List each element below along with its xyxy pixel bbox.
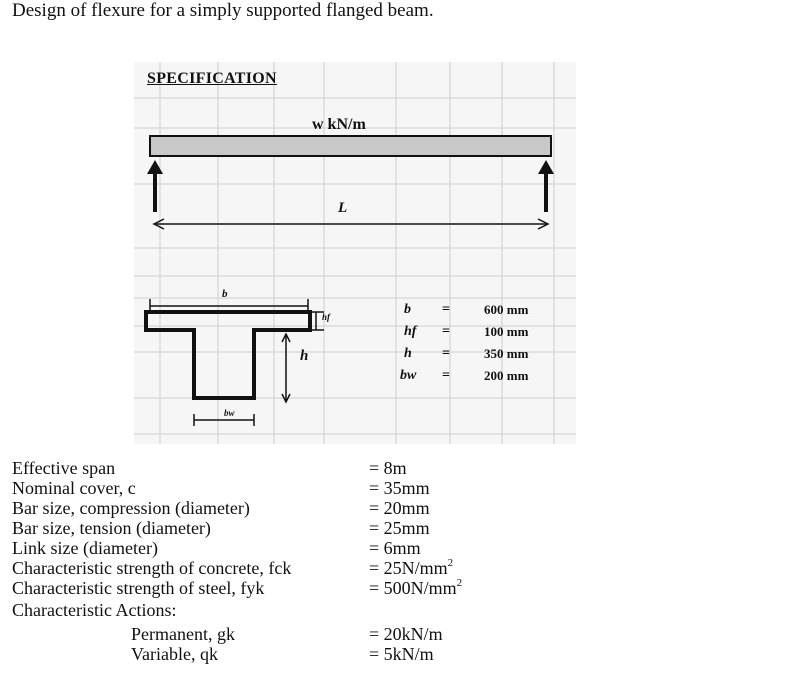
unit-exponent: 2 [456,577,463,589]
dim-value-bw: 200 mm [484,368,529,383]
dim-value-b: 600 mm [484,302,529,317]
param-label: Permanent, gk [131,624,235,644]
param-value: = 500N/mm [369,578,457,598]
dim-symbol-h: h [404,346,412,361]
dim-symbol-hf: hf [404,324,417,339]
span-label: L [338,200,348,216]
param-label: Effective span [12,458,116,478]
param-label: Characteristic strength of concrete, fck [12,558,292,578]
unit-exponent: 2 [447,557,454,569]
param-value: = 25mm [369,518,430,538]
param-value-with-unit [369,578,462,598]
param-value: = 6mm [369,538,421,558]
web-width-label: bw [224,408,235,418]
dim-eq-b: = [442,302,450,317]
param-value: = 35mm [369,478,430,498]
param-value: = 5kN/m [369,644,434,664]
param-value: = 20kN/m [369,624,443,644]
param-value: = 8m [369,458,407,478]
beam [150,136,551,156]
dim-symbol-b: b [404,302,411,317]
depth-marker [282,334,290,402]
right-support-arrow [538,160,554,212]
page-title: Design of flexure for a simply supported flanged beam. [12,0,434,21]
param-label: Bar size, compression (diameter) [12,498,250,518]
dim-value-h: 350 mm [484,346,529,361]
span-dimension-line [154,219,548,229]
depth-label: h [300,348,309,364]
dim-eq-h: = [442,346,450,361]
param-value-with-unit [369,558,453,578]
dim-eq-bw: = [442,368,450,383]
dim-eq-hf: = [442,324,450,339]
flange-depth-label: hf [322,312,331,322]
param-value: = 20mm [369,498,430,518]
param-label: Bar size, tension (diameter) [12,518,211,538]
specification-figure [134,62,576,444]
flange-width-label: b [222,288,228,300]
specification-heading: SPECIFICATION [147,70,277,87]
dim-symbol-bw: bw [400,368,417,383]
dim-value-hf: 100 mm [484,324,529,339]
param-label: Variable, qk [131,644,218,664]
param-label: Link size (diameter) [12,538,158,558]
param-label: Characteristic strength of steel, fyk [12,578,265,598]
param-label: Nominal cover, c [12,478,136,498]
load-label: w kN/m [312,116,366,133]
left-support-arrow [147,160,163,212]
param-value: = 25N/mm [369,558,448,578]
param-label: Characteristic Actions: [12,600,177,620]
